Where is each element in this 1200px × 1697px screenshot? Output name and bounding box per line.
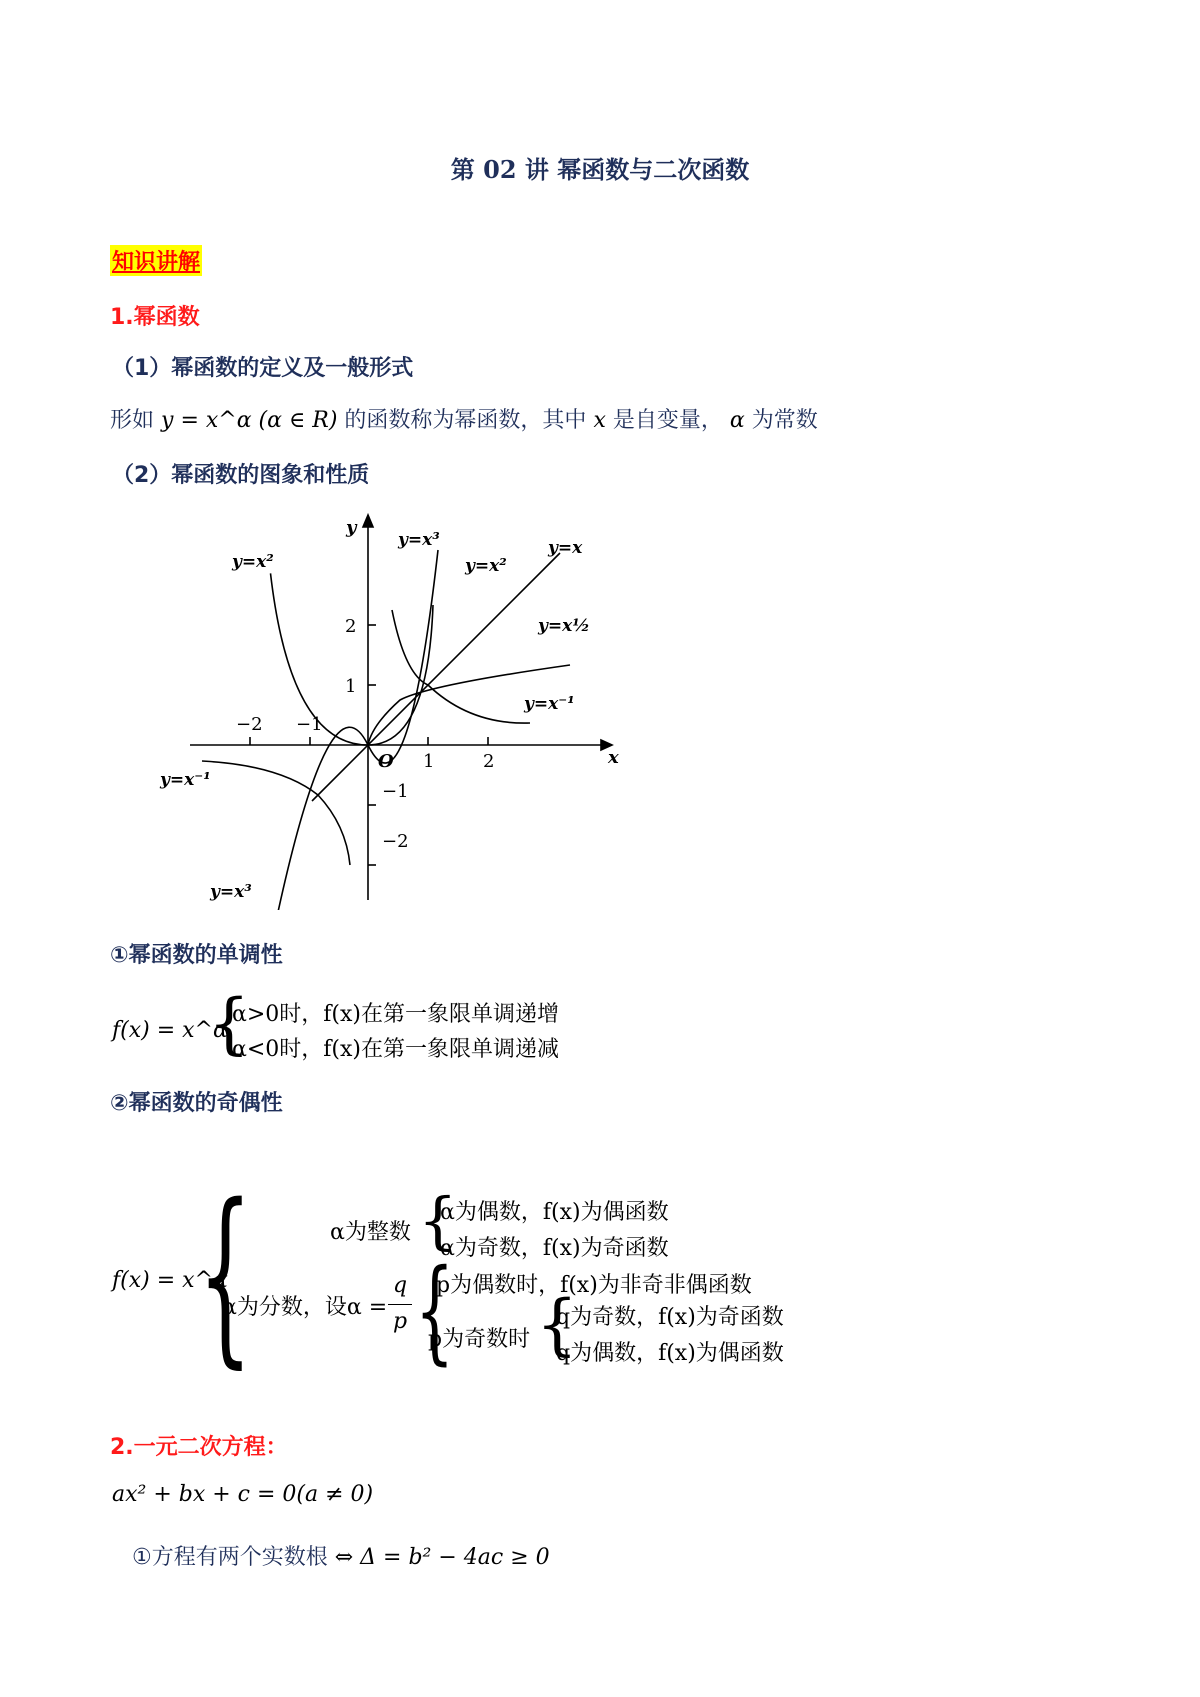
- axis-x-label: x: [608, 747, 619, 768]
- parity-heading: ②幂函数的奇偶性: [110, 1091, 283, 1116]
- quadratic-equation: ax² + bx + c = 0(a ≠ 0): [112, 1482, 374, 1507]
- axis-y-label: y: [346, 517, 357, 538]
- tick-x-neg2: −2: [236, 714, 263, 735]
- tick-y-2: 2: [345, 616, 357, 637]
- label-x2-right: y=x²: [465, 556, 507, 576]
- parity-frac-brace: {: [415, 1246, 455, 1376]
- parity-q-odd: q为奇数，f(x)为奇函数: [556, 1305, 784, 1330]
- mono-case-2: α<0时，f(x)在第一象限单调递减: [232, 1037, 560, 1062]
- def-mid: 的函数称为幂函数，其中: [344, 408, 587, 433]
- label-x-inv-right: y=x⁻¹: [524, 694, 575, 714]
- def-formula: y = x^α (α ∈ R): [161, 408, 338, 433]
- label-x2-left: y=x²: [232, 552, 274, 572]
- label-x3-bottom: y=x³: [210, 882, 252, 902]
- knowledge-label: 知识讲解: [110, 245, 202, 276]
- label-x-line: y=x: [548, 538, 583, 558]
- tick-y-neg2: −2: [382, 831, 409, 852]
- parity-int-brace: {: [418, 1184, 458, 1257]
- curve-x-inv-left: [202, 761, 350, 865]
- label-x-inv-left: y=x⁻¹: [160, 770, 211, 790]
- parity-lhs: f(x) = x^α: [112, 1268, 228, 1293]
- discriminant-text: ①方程有两个实数根: [132, 1545, 328, 1570]
- parity-frac-num: q: [392, 1273, 408, 1298]
- tick-x-2: 2: [483, 751, 495, 772]
- def-suffix: 为常数: [751, 408, 818, 433]
- subsection-definition: （1）幂函数的定义及一般形式: [112, 356, 414, 381]
- def-x: x: [593, 408, 606, 433]
- parity-frac-den: p: [392, 1309, 408, 1334]
- mono-lhs: f(x) = x^α: [112, 1018, 228, 1043]
- curve-x-inv-right: [392, 610, 530, 723]
- definition-line: [110, 403, 818, 434]
- tick-y-1: 1: [345, 676, 357, 697]
- discriminant-line: [132, 1540, 550, 1571]
- parity-main-brace: {: [198, 1164, 253, 1385]
- def-prefix: 形如: [110, 408, 155, 433]
- page-title: 第 02 讲 幂函数与二次函数: [450, 155, 750, 184]
- parity-q-even: q为偶数，f(x)为偶函数: [556, 1341, 784, 1366]
- parity-int-case-1: α为偶数，f(x)为偶函数: [440, 1200, 669, 1225]
- section-2-heading: 2.一元二次方程：: [110, 1435, 288, 1460]
- parity-p-even: p为偶数时，f(x)为非奇非偶函数: [436, 1273, 752, 1298]
- y-axis-arrow: [363, 515, 373, 527]
- monotonicity-heading: ①幂函数的单调性: [110, 943, 283, 968]
- parity-frac-bar: [388, 1304, 412, 1305]
- section-1-heading: 1.幂函数: [110, 305, 200, 330]
- label-x-half: y=x½: [538, 616, 590, 636]
- curve-x2: [271, 573, 434, 745]
- def-mid2: 是自变量，: [612, 408, 723, 433]
- def-alpha: α: [729, 408, 745, 433]
- tick-x-neg1: −1: [296, 714, 323, 735]
- discriminant-formula: ⇔ Δ = b² − 4ac ≥ 0: [334, 1545, 550, 1570]
- mono-brace: {: [208, 985, 250, 1062]
- subsection-graph: （2）幂函数的图象和性质: [112, 463, 370, 488]
- parity-frac-label: α为分数，设α =: [222, 1295, 388, 1320]
- origin-label: O: [378, 751, 394, 772]
- tick-y-neg1: −1: [382, 781, 409, 802]
- parity-p-odd-brace: {: [536, 1286, 578, 1363]
- parity-p-odd-label: p为奇数时: [428, 1327, 531, 1352]
- mono-case-1: α>0时，f(x)在第一象限单调递增: [232, 1002, 560, 1027]
- label-x3-top: y=x³: [398, 530, 440, 550]
- parity-int-label: α为整数: [330, 1220, 411, 1245]
- power-function-graph: [140, 505, 630, 910]
- tick-x-1: 1: [423, 751, 435, 772]
- parity-int-case-2: α为奇数，f(x)为奇函数: [440, 1236, 669, 1261]
